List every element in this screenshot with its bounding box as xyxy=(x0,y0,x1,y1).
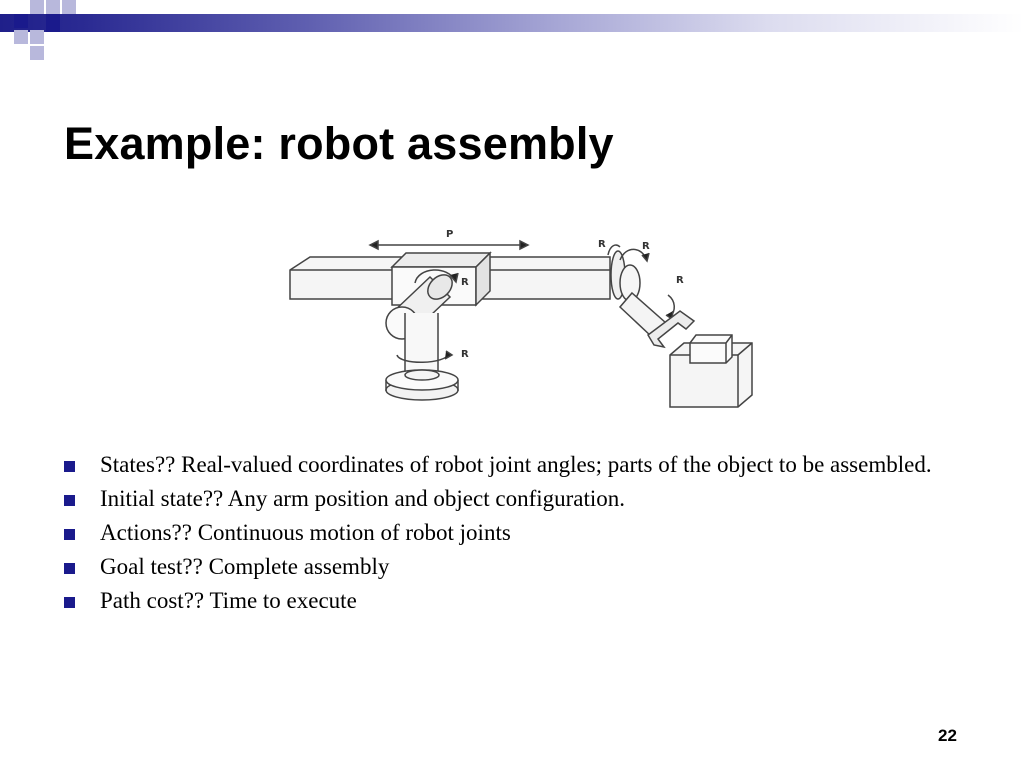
bullet-text: Actions?? Continuous motion of robot joints xyxy=(100,520,511,545)
bullet-text: States?? Real-valued coordinates of robot joint angles; parts of the object to be assembled. xyxy=(100,452,932,477)
page-number: 22 xyxy=(938,726,957,745)
bullet-item xyxy=(64,452,984,478)
bullet-text: Goal test?? Complete assembly xyxy=(100,554,390,579)
label-r-wrist-1: R xyxy=(598,239,606,250)
bullet-text: Initial state?? Any arm position and object configuration. xyxy=(100,486,626,511)
label-r-wrist-2: R xyxy=(642,241,650,252)
robot-arm-illustration xyxy=(280,215,760,415)
label-r-carriage: R xyxy=(461,277,469,288)
label-r-forearm: R xyxy=(676,275,684,286)
label-r-base: R xyxy=(461,349,469,360)
bullet-item xyxy=(64,588,984,614)
bullet-square-icon xyxy=(64,461,75,472)
bullet-item xyxy=(64,520,984,546)
slide-title: Example: robot assembly xyxy=(64,118,614,169)
header-gradient-bar xyxy=(0,14,1024,32)
bullet-square-icon xyxy=(64,597,75,608)
bullet-list xyxy=(64,452,984,622)
bullet-text: Path cost?? Time to execute xyxy=(100,588,357,613)
label-p: P xyxy=(446,229,454,240)
bullet-item xyxy=(64,554,984,580)
bullet-item xyxy=(64,486,984,512)
bullet-square-icon xyxy=(64,495,75,506)
bullet-square-icon xyxy=(64,563,75,574)
bullet-square-icon xyxy=(64,529,75,540)
